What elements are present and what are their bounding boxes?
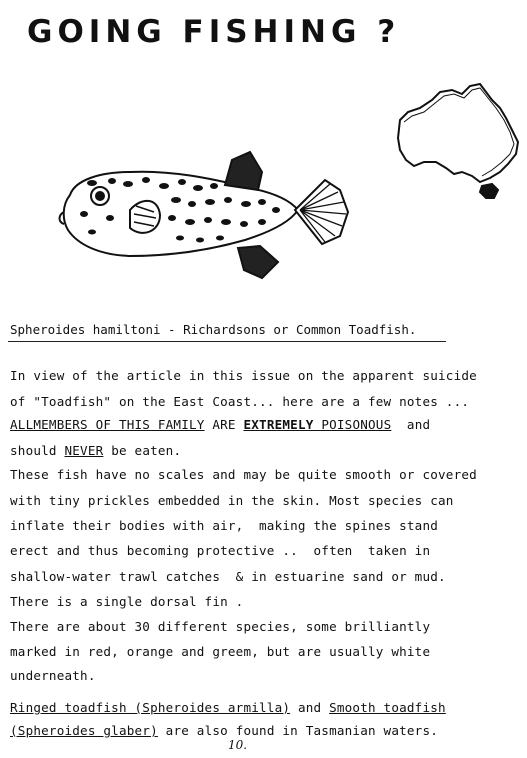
body-line: erect and thus becoming protective .. often taken in [10, 543, 431, 558]
smooth-toadfish-name: Smooth toadfish [329, 700, 446, 715]
toadfish-illustration [60, 152, 349, 278]
body-line: (Spheroides glaber) are also found in Tasmanian waters. [10, 723, 439, 738]
allmembers-emphasis: ALLMEMBERS OF THIS FAMILY [10, 417, 205, 432]
body-line: inflate their bodies with air, making the spines stand [10, 518, 439, 533]
body-line: There are about 30 different species, some brilliantly [10, 619, 431, 634]
body-line: should NEVER be eaten. [10, 443, 182, 458]
body-line: These fish have no scales and may be quite smooth or covered [10, 467, 477, 482]
body-line: of "Toadfish" on the East Coast... here are a few notes ... [10, 394, 470, 409]
illustrations [0, 0, 527, 330]
caption-rule [8, 341, 446, 342]
body-line: underneath. [10, 668, 96, 683]
page-number: 10. [228, 738, 248, 752]
body-line: with tiny prickles embedded in the skin. Most species can [10, 493, 454, 508]
body-line: shallow-water trawl catches & in estuarine sand or mud. [10, 569, 446, 584]
extremely-emphasis: EXTREMELY [243, 417, 314, 432]
body-line: In view of the article in this issue on the apparent suicide [10, 368, 477, 383]
australia-map-icon [398, 84, 518, 198]
body-line: marked in red, orange and greem, but are usually white [10, 644, 431, 659]
never-emphasis: NEVER [64, 443, 104, 458]
poisonous-emphasis: POISONOUS [313, 417, 392, 432]
headline: GOING FISHING ? [27, 14, 401, 50]
body-line: Ringed toadfish (Spheroides armilla) and Smooth toadfish [10, 700, 446, 715]
spheroides-glaber-name: (Spheroides glaber) [10, 723, 158, 738]
ringed-toadfish-name: Ringed toadfish (Spheroides armilla) [10, 700, 291, 715]
body-line: There is a single dorsal fin . [10, 594, 244, 609]
species-caption: Spheroides hamiltoni - Richardsons or Common Toadfish. [10, 322, 417, 337]
warning-line: ALLMEMBERS OF THIS FAMILY ARE EXTREMELY POISONOUS and [10, 417, 431, 432]
